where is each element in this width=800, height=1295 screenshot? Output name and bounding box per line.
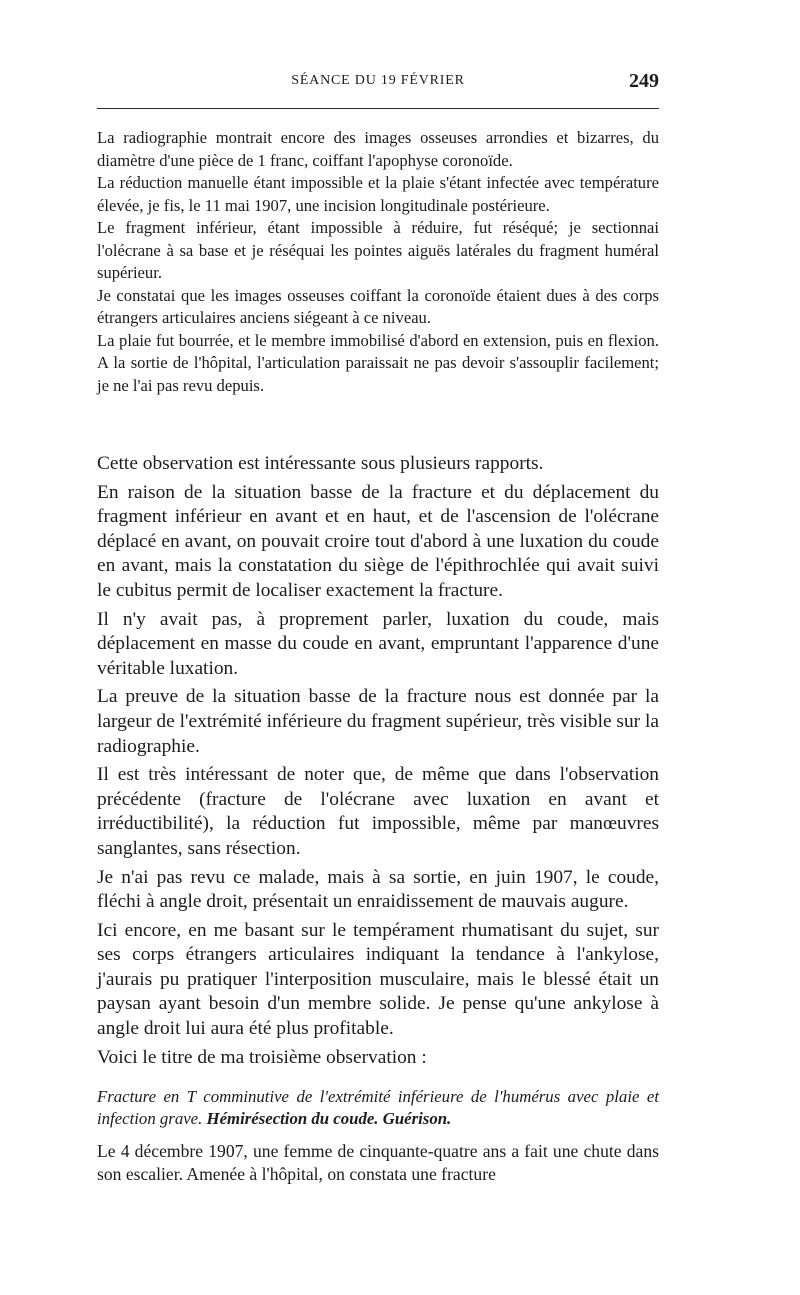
paragraph: La réduction manuelle étant impossible et la plaie s'étant infectée avec température élevée, je fis, le 11 mai 1907, une incision longitudinale postérieure.	[97, 173, 659, 215]
page-number: 249	[629, 70, 659, 92]
paragraph: Je constatai que les images osseuses coiffant la coronoïde étaient dues à des corps étrangers articulaires anciens siégeant à ce niveau.	[97, 285, 659, 327]
observation-title-part2: Hémirésection du coude. Guérison.	[206, 1109, 452, 1128]
paragraph: Ici encore, en me basant sur le tempérament rhumatisant du sujet, sur ses corps étrangers articulaires indiquant la tendance à l'ankylose, j'aurais pu pratiquer l'interposition musculaire, mais le blessé était un paysan ayant besoin d'un membre solide. Je pense qu'une ankylose à angle droit lui aura été plus profitable.	[97, 919, 659, 1040]
observation-text-block	[97, 1140, 659, 1186]
page-header	[97, 70, 659, 94]
header-rule	[97, 108, 659, 109]
paragraph: En raison de la situation basse de la fracture et du déplacement du fragment inférieur en avant et en haut, et de l'ascension de l'olécrane déplacé en avant, on pouvait croire tout d'abord à une luxation du coude en avant, mais la constatation du siège de l'épithrochlée qui avait suivi le cubitus permit de localiser exactement la fracture.	[97, 481, 659, 601]
paragraph: Voici le titre de ma troisième observation :	[97, 1046, 427, 1068]
paragraph: La radiographie montrait encore des images osseuses arrondies et bizarres, du diamètre d'une pièce de 1 franc, coiffant l'apophyse coronoïde.	[97, 128, 659, 170]
observation-title-part1: Fracture en T comminutive de l'extrémité inférieure de l'humérus avec plaie et infection grave.	[97, 1087, 659, 1128]
case-report-block	[97, 127, 659, 397]
paragraph: Il est très intéressant de noter que, de même que dans l'observation précédente (fracture de l'olécrane avec luxation en avant et irréductibilité), la réduction fut impossible, même par manœuvres sanglantes, sans résection.	[97, 764, 659, 859]
paragraph: La plaie fut bourrée, et le membre immobilisé d'abord en extension, puis en flexion. A la sortie de l'hôpital, l'articulation paraissait ne pas devoir s'assouplir facilement; je ne l'ai pas revu depuis.	[97, 330, 659, 395]
paragraph: Il n'y avait pas, à proprement parler, luxation du coude, mais déplacement en masse du coude en avant, empruntant l'apparence d'une véritable luxation.	[97, 608, 659, 679]
observation-title	[97, 1086, 659, 1130]
paragraph: Je n'ai pas revu ce malade, mais à sa sortie, en juin 1907, le coude, fléchi à angle droit, présentait un enraidissement de mauvais augure.	[97, 866, 659, 913]
paragraph: La preuve de la situation basse de la fracture nous est donnée par la largeur de l'extrémité inférieure du fragment supérieur, très visible sur la radiographie.	[97, 686, 659, 757]
paragraph: Le fragment inférieur, étant impossible à réduire, fut réséqué; je sectionnai l'olécrane à sa base et je réséquai les pointes aiguës latérales du fragment huméral supérieur.	[97, 218, 659, 282]
running-head: SÉANCE DU 19 FÉVRIER	[291, 73, 465, 88]
paragraph: Le 4 décembre 1907, une femme de cinquante-quatre ans a fait une chute dans son escalier. Amenée à l'hôpital, on constata une fracture	[97, 1141, 659, 1184]
paragraph: Cette observation est intéressante sous plusieurs rapports.	[97, 453, 544, 474]
discussion-block	[97, 452, 659, 1074]
